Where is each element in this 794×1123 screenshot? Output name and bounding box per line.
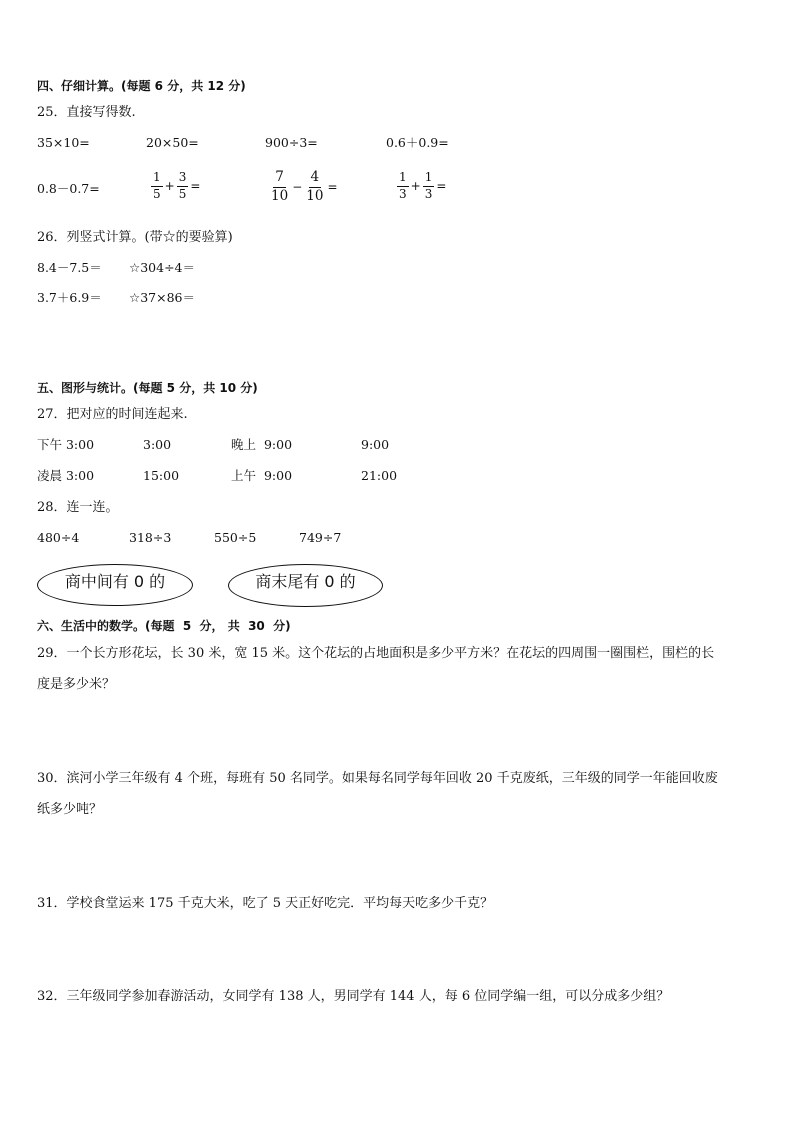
fraction-numerator: 1 [397, 171, 409, 187]
question-30-line-1: 30．滨河小学三年级有 4 个班，每班有 50 名同学。如果每名同学每年回收 20 千克废纸，三年级的同学一年能回收废 [37, 771, 718, 786]
question-28-prompt: 28．连一连。 [37, 500, 119, 515]
question-26-prompt: 26．列竖式计算。(带☆的要验算) [37, 230, 233, 245]
fraction-denominator: 10 [306, 187, 324, 204]
fraction-numerator: 4 [309, 170, 322, 188]
calc-item: 900÷3= [265, 135, 318, 150]
calc-item: 8.4－7.5＝ [37, 260, 102, 275]
question-29-line-2: 度是多少米？ [37, 677, 116, 692]
oval-quotient-end-zero [228, 564, 383, 607]
calc-item: 35×10= [37, 135, 90, 150]
oval-quotient-middle-zero [37, 564, 193, 606]
division-item: 480÷4 [37, 530, 80, 545]
time-item: 21:00 [361, 468, 398, 483]
oval-label: 商末尾有 0 的 [255, 572, 356, 591]
operator: − [292, 180, 303, 195]
calc-item: ☆37×86＝ [129, 290, 195, 305]
section-5-heading: 五、图形与统计。(每题 5 分，共 10 分) [37, 381, 258, 395]
fraction-numerator: 3 [177, 171, 189, 187]
calc-item: 0.6＋0.9= [386, 135, 449, 150]
calc-item: 0.8－0.7= [37, 181, 100, 196]
fraction-expression [268, 170, 339, 204]
fraction-denominator: 10 [271, 187, 289, 204]
time-item: 15:00 [143, 468, 180, 483]
fraction-expression [150, 171, 201, 202]
operator: + [410, 179, 421, 194]
fraction-denominator: 3 [399, 186, 407, 201]
question-30-line-2: 纸多少吨？ [37, 802, 103, 817]
question-29-line-1: 29．一个长方形花坛，长 30 米，宽 15 米。这个花坛的占地面积是多少平方米？在花坛的四周围一圈围栏，围栏的长 [37, 646, 715, 661]
question-27-prompt: 27．把对应的时间连起来. [37, 407, 188, 422]
calc-item: 3.7＋6.9＝ [37, 290, 102, 305]
section-6-heading: 六、生活中的数学。(每题 5 分， 共 30 分) [37, 619, 291, 633]
fraction-denominator: 5 [178, 186, 187, 201]
oval-label: 商中间有 0 的 [64, 572, 166, 591]
section-4-heading: 四、仔细计算。(每题 6 分，共 12 分) [37, 79, 246, 93]
fraction-expression [396, 171, 447, 202]
fraction-numerator: 1 [423, 171, 435, 187]
calc-item: 20×50= [146, 135, 199, 150]
time-item: 晚上 9:00 [231, 437, 293, 452]
question-31: 31．学校食堂运来 175 千克大米，吃了 5 天正好吃完．平均每天吃多少千克？ [37, 896, 494, 911]
fraction-numerator: 7 [273, 170, 286, 188]
time-item: 凌晨 3:00 [37, 468, 95, 483]
calc-item: ☆304÷4＝ [129, 260, 195, 275]
time-item: 上午 9:00 [231, 468, 293, 483]
time-item: 9:00 [361, 437, 390, 452]
equals-sign: = [436, 179, 447, 194]
operator: + [164, 179, 175, 194]
fraction-denominator: 5 [153, 186, 161, 201]
division-item: 749÷7 [299, 530, 342, 545]
question-32: 32．三年级同学参加春游活动，女同学有 138 人，男同学有 144 人，每 6 位同学编一组，可以分成多少组？ [37, 989, 670, 1004]
fraction-denominator: 3 [424, 186, 433, 201]
fraction-numerator: 1 [151, 171, 163, 187]
equals-sign: = [190, 179, 201, 194]
equals-sign: = [327, 180, 338, 195]
division-item: 550÷5 [214, 530, 257, 545]
time-item: 3:00 [143, 437, 172, 452]
question-25-prompt: 25．直接写得数. [37, 105, 136, 120]
division-item: 318÷3 [129, 530, 172, 545]
time-item: 下午 3:00 [37, 437, 95, 452]
